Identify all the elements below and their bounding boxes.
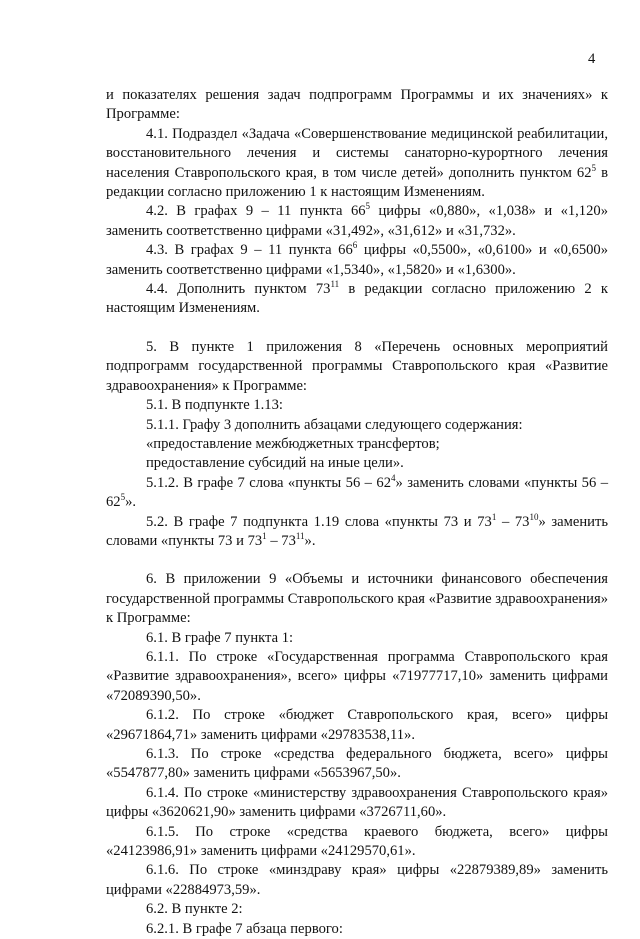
paragraph: 4.4. Дополнить пунктом $73^{11}$ в редакции согласно приложению 2 к настоящим Изменениям. — [106, 279, 608, 317]
paragraph: 6.1.2. По строке «бюджет Ставропольского края, всего» цифры «29671864,71» заменить цифрами «29783538,11». — [106, 707, 608, 743]
paragraph: 4.2. В графах 9 – 11 пункта $66^5$ цифры «0,880», «1,038» и «1,120» заменить соответственно цифрами «31,492», «31,612» и «31,732». — [106, 201, 608, 239]
paragraph: 6.1.5. По строке «средства краевого бюджета, всего» цифры «24123986,91» заменить цифрами «24129570,61». — [106, 823, 608, 860]
paragraph: предоставление субсидий на иные цели». — [146, 455, 404, 472]
paragraph: 6.2. В пункте 2: — [146, 901, 243, 918]
paragraph: 5.1. В подпункте 1.13: — [146, 397, 283, 414]
paragraph: 5.1.2. В графе 7 слова «пункты $56 - 62^4$» заменить словами «пункты $56 - 62^5$». — [106, 472, 609, 511]
paragraph: 5.1.1. Графу 3 дополнить абзацами следующего содержания: — [146, 416, 523, 433]
paragraph: 6.1.3. По строке «средства федерального бюджета, всего» цифры «5547877,80» заменить цифрами «5653967,50». — [106, 746, 608, 782]
paragraph: 4.3. В графах 9 – 11 пункта $66^6$ цифры «0,5500», «0,6100» и «0,6500» заменить соответственно цифрами «1,5340», «1,5820» и «1,6300». — [106, 240, 609, 278]
paragraph: 6.1.4. По строке «министерству здравоохранения Ставропольского края» цифры «3620621,90» заменить цифрами «3726711,60». — [106, 784, 608, 821]
paragraph-spacer — [106, 319, 608, 338]
paragraph: 6.1.6. По строке «минздраву края» цифры «22879389,89» заменить цифрами «22884973,59». — [106, 862, 608, 898]
paragraph: 6.1.1. По строке «Государственная программа Ставропольского края «Развитие здравоохранения», всего» цифры «71977717,10» заменить цифрами «72089390,50». — [106, 648, 608, 704]
paragraph: 5. В пункте 1 приложения 8 «Перечень основных мероприятий подпрограмм государственной программы Ставропольского края «Развитие здравоохранения» к Программе: — [106, 338, 608, 394]
paragraph: 5.2. В графе 7 подпункта 1.19 слова «пункты 73 и $73^1 - 73^{10}$» заменить словами «пункты 73 и $73^1 - 73^{11}$». — [106, 511, 609, 549]
paragraph: «предоставление межбюджетных трансфертов; — [146, 435, 440, 452]
page-number: 4 — [588, 51, 596, 67]
paragraph: и показателях решения задач подпрограмм Программы и их значениях» к Программе: — [106, 87, 608, 123]
paragraph: 4.1. Подраздел «Задача «Совершенствование медицинской реабилитации, восстановительного лечения и системы санаторно-курортного лечения населения Ставропольского края, в том числе детей» дополнить пунктом $62^5$ в редакции согласно приложению 1 к настоящим Изменениям. — [106, 125, 608, 201]
paragraph-spacer — [106, 551, 608, 570]
paragraph: 6.1. В графе 7 пункта 1: — [146, 629, 294, 646]
paragraph: 6. В приложении 9 «Объемы и источники финансового обеспечения государственной программы Ставропольского края «Развитие здравоохранения» к Программе: — [106, 571, 608, 627]
paragraph: 6.2.1. В графе 7 абзаца первого: — [146, 920, 343, 937]
document-body — [106, 86, 608, 939]
